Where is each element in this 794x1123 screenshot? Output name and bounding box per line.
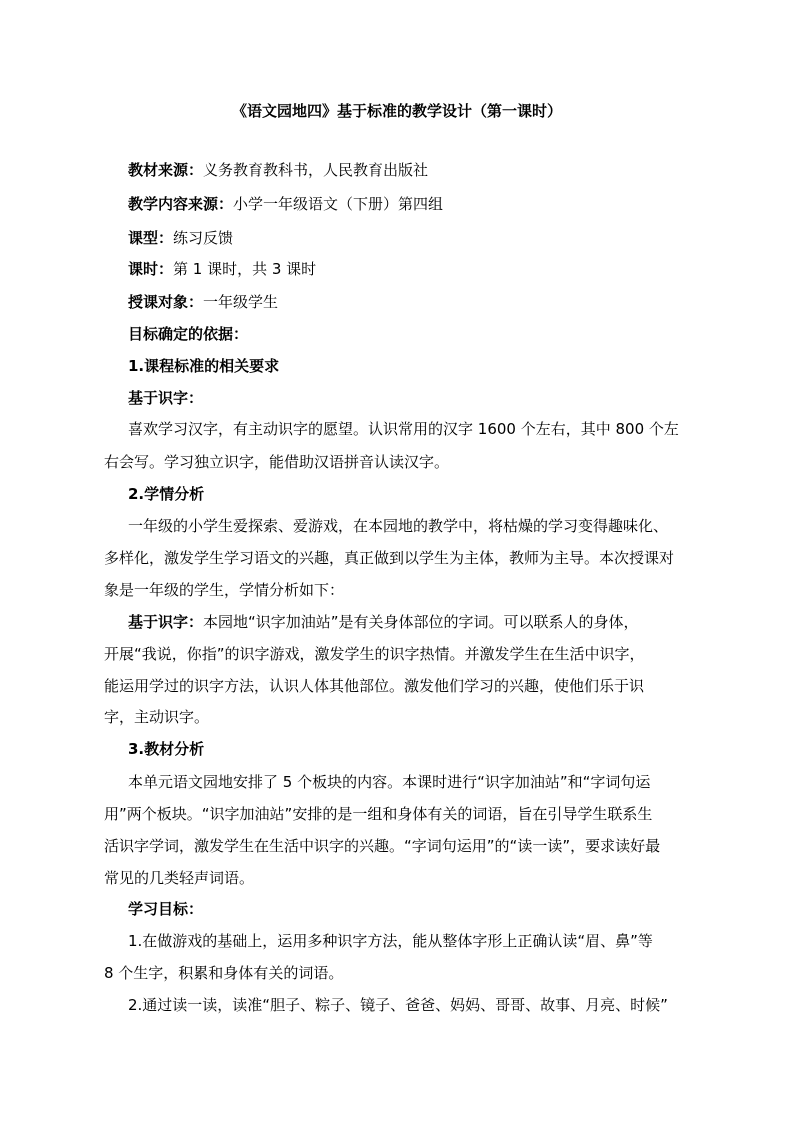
meta-label: 课时：: [128, 260, 174, 278]
paragraph-line: 字，主动识字。: [104, 708, 210, 726]
paragraph-line: 2.通过读一读，读准“胆子、粽子、镜子、爸爸、妈妈、哥哥、故事、月亮、时候”: [128, 996, 668, 1014]
section-heading: 学习目标：: [128, 900, 204, 918]
document-title: 《语文园地四》基于标准的教学设计（第一课时）: [231, 102, 562, 120]
paragraph-line: 常见的几类轻声词语。: [104, 869, 255, 887]
paragraph-line: 开展“我说，你指”的识字游戏，激发学生的识字热情。并激发学生在生活中识字，: [104, 645, 645, 663]
meta-value: 小学一年级语文（下册）第四组: [233, 195, 444, 213]
meta-audience: [128, 291, 278, 313]
meta-label: 授课对象：: [128, 293, 204, 311]
paragraph-line: 活识字学词，激发学生在生活中识字的兴趣。“字词句运用”的“读一读”，要求读好最: [104, 837, 661, 855]
meta-label: 教材来源：: [128, 161, 204, 179]
paragraph-line: 一年级的小学生爱探索、爱游戏，在本园地的教学中，将枯燥的学习变得趣味化、: [128, 517, 669, 535]
meta-value: 第 1 课时，共 3 课时: [173, 260, 317, 278]
paragraph-line: 用”两个板块。“识字加油站”安排的是一组和身体有关的词语，旨在引导学生联系生: [104, 805, 653, 823]
paragraph-line: 1.在做游戏的基础上，运用多种识字方法，能从整体字形上正确认读“眉、鼻”等: [128, 932, 653, 950]
meta-label: 课型：: [128, 229, 174, 247]
paragraph-line: 能运用学过的识字方法，认识人体其他部位。激发他们学习的兴趣，使他们乐于识: [104, 677, 645, 695]
paragraph-line: 8 个生字，积累和身体有关的词语。: [104, 964, 344, 982]
meta-period: [128, 258, 316, 280]
meta-lesson-type: [128, 227, 233, 249]
meta-source: [128, 159, 428, 181]
paragraph-line: 本单元语文园地安排了 5 个板块的内容。本课时进行“识字加油站”和“字词句运: [128, 773, 651, 791]
section-heading: 1.课程标准的相关要求: [128, 357, 280, 375]
paragraph-line: [128, 611, 639, 633]
meta-value: 练习反馈: [173, 229, 234, 247]
section-subheading: 基于识字：: [128, 389, 204, 407]
paragraph-line: 喜欢学习汉字，有主动识字的愿望。认识常用的汉字 1600 个左右，其中 800 个左: [128, 420, 679, 438]
meta-value: 义务教育教科书，人民教育出版社: [203, 161, 429, 179]
section-heading: 2.学情分析: [128, 485, 205, 503]
inline-label: 基于识字：: [128, 613, 204, 631]
inline-text: 本园地“识字加油站”是有关身体部位的字词。可以联系人的身体，: [203, 613, 639, 631]
meta-content-source: [128, 193, 443, 215]
basis-heading: 目标确定的依据：: [128, 325, 249, 343]
meta-label: 教学内容来源：: [128, 195, 234, 213]
meta-value: 一年级学生: [203, 293, 279, 311]
paragraph-line: 象是一年级的学生，学情分析如下：: [104, 581, 345, 599]
paragraph-line: 右会写。学习独立识字，能借助汉语拼音认读汉字。: [104, 453, 450, 471]
section-heading: 3.教材分析: [128, 740, 205, 758]
paragraph-line: 多样化，激发学生学习语文的兴趣，真正做到以学生为主体，教师为主导。本次授课对: [104, 549, 675, 567]
